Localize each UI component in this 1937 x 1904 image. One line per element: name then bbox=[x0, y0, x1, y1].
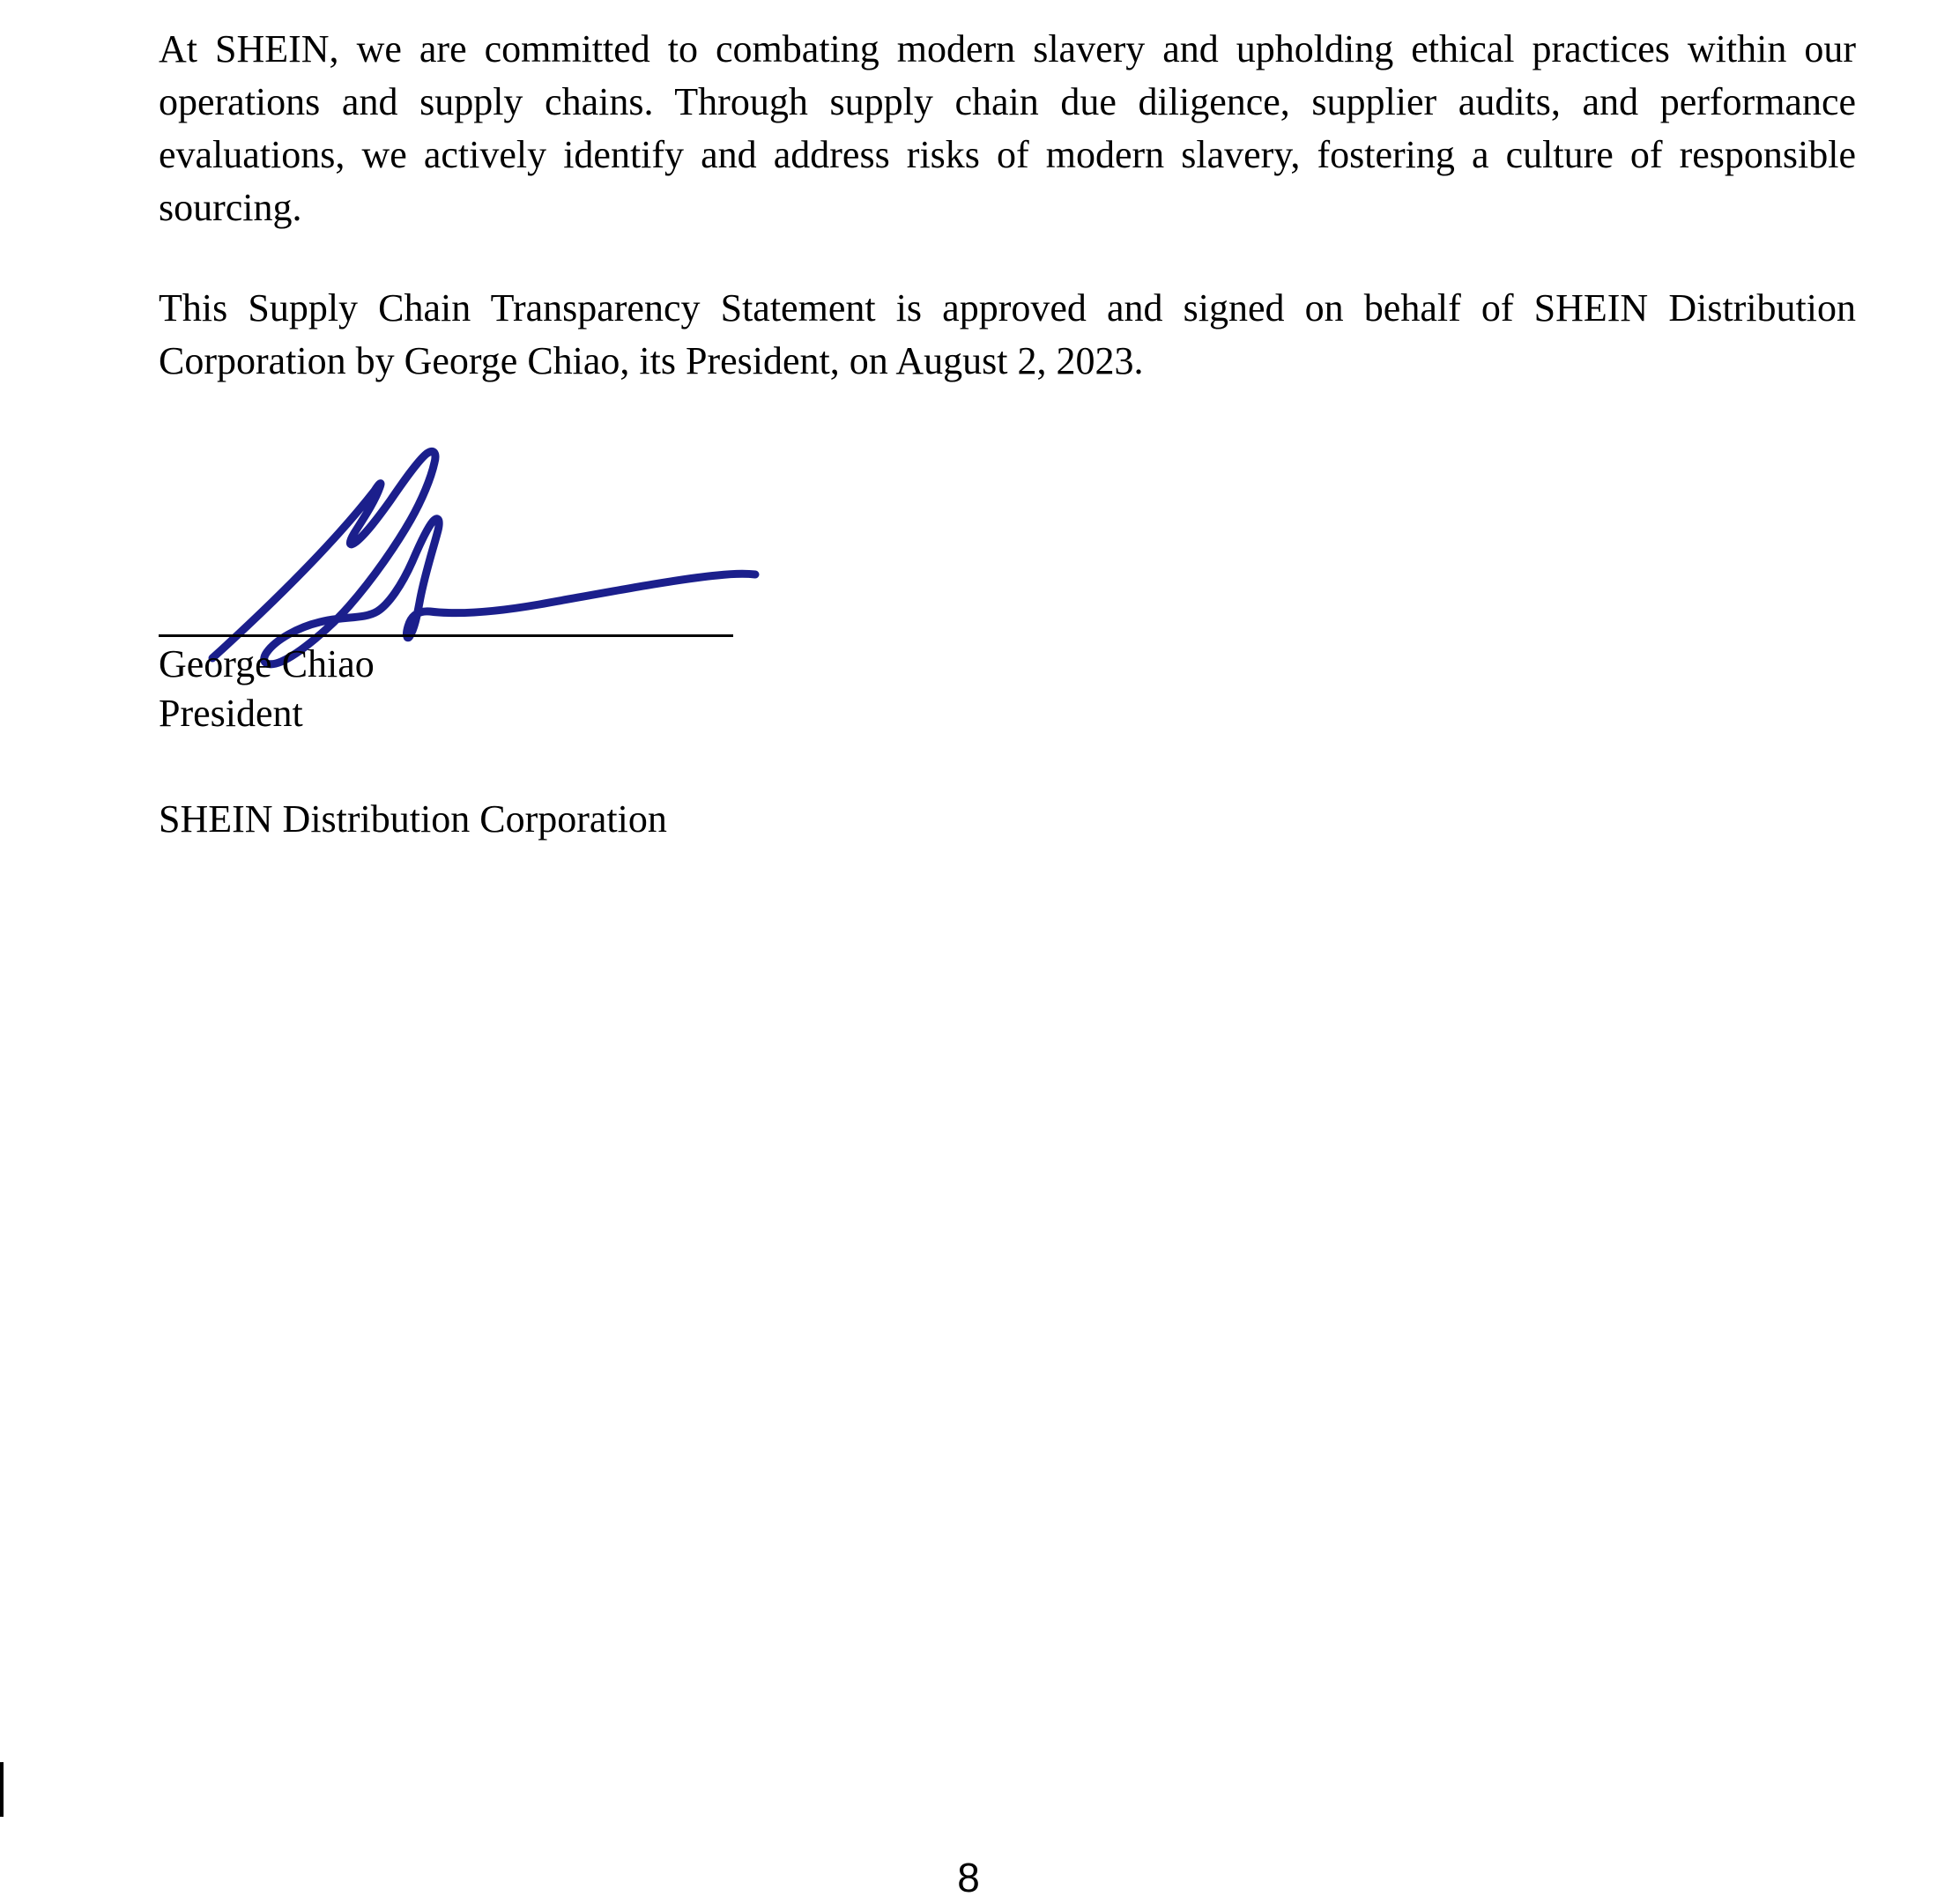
paragraph-1 bbox=[159, 23, 1856, 234]
paragraph-line: sourcing. bbox=[159, 186, 302, 229]
paragraph-line: operations and supply chains. Through supply chain due diligence, supplier audits, and performance bbox=[159, 80, 1856, 123]
paragraph-line: Corporation by George Chiao, its President, on August 2, 2023. bbox=[159, 339, 1144, 382]
page-number: 8 bbox=[957, 1855, 980, 1900]
signature-line bbox=[159, 634, 733, 637]
signature-block bbox=[159, 640, 375, 738]
paragraph-line: evaluations, we actively identify and address risks of modern slavery, fostering a culture of responsible bbox=[159, 133, 1856, 176]
signer-name: George Chiao bbox=[159, 642, 375, 685]
paragraph-line: At SHEIN, we are committed to combating modern slavery and upholding ethical practices within our bbox=[159, 27, 1856, 70]
text-cursor-bar bbox=[0, 1762, 4, 1817]
paragraph-2 bbox=[159, 282, 1856, 388]
company-name: SHEIN Distribution Corporation bbox=[159, 797, 667, 841]
signer-title: President bbox=[159, 692, 303, 735]
signature-ink-stroke bbox=[212, 451, 755, 663]
paragraph-line: This Supply Chain Transparency Statement is approved and signed on behalf of SHEIN Distribution bbox=[159, 286, 1856, 330]
